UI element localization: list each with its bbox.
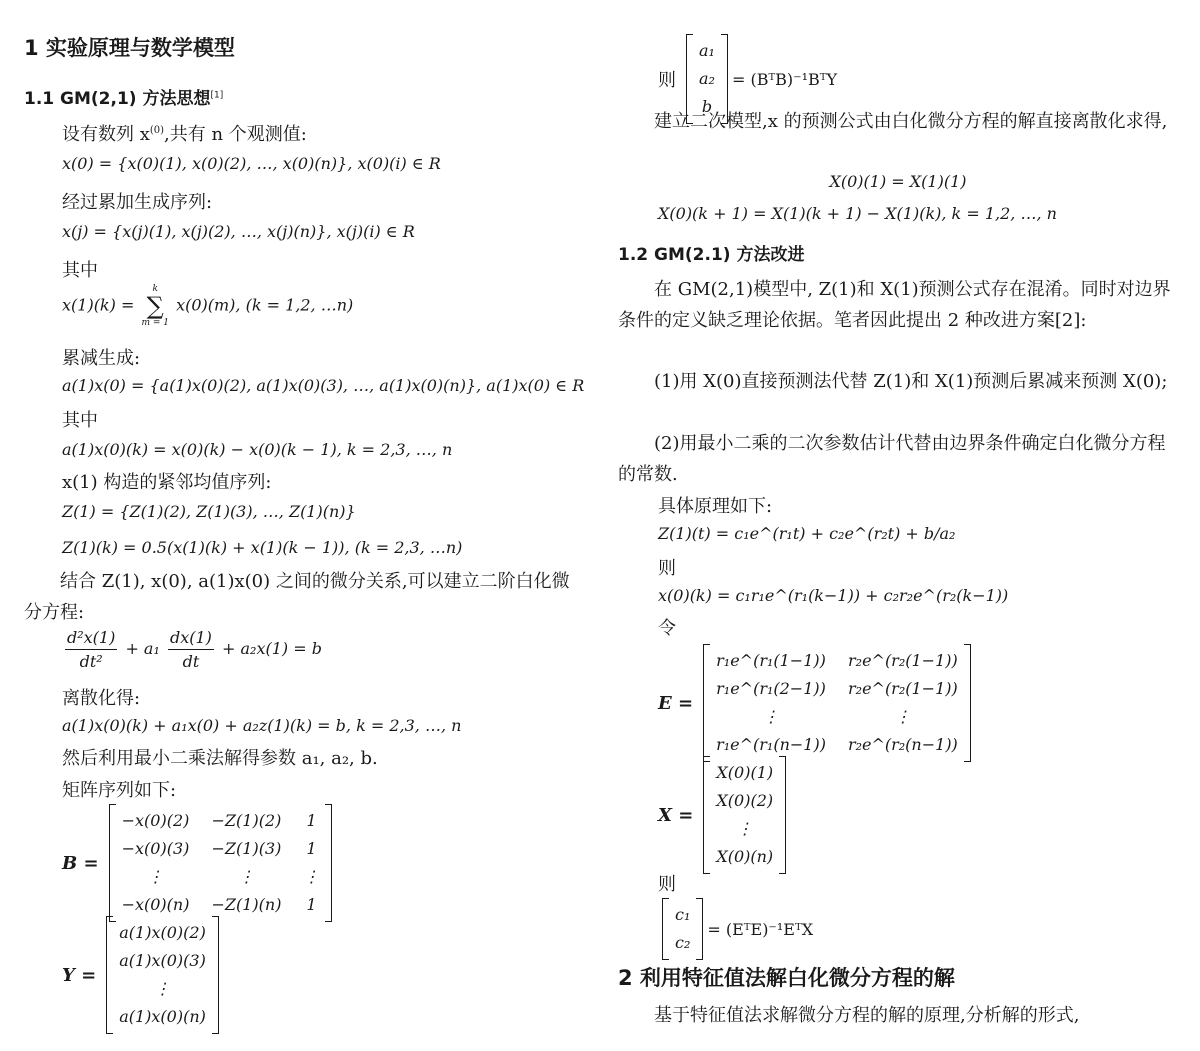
matrix-x-cells — [716, 760, 773, 870]
coef-vector-cells — [675, 902, 690, 956]
matrix-cell: −Z(1)(n) — [211, 895, 282, 914]
matrix-cell: a(1)x(0)(2) — [119, 923, 206, 942]
paragraph-whitening: 结合 Z(1), x(0), a(1)x(0) 之间的微分关系,可以建立二阶白化微分方程: — [24, 571, 570, 623]
paragraph-accumulate: 经过累加生成序列: — [62, 192, 213, 213]
equation-mean-seq: Z(1) = {Z(1)(2), Z(1)(3), …, Z(1)(n)} — [62, 502, 356, 521]
paragraph-decrement: 累减生成: — [62, 348, 141, 369]
paragraph-where: 其中 — [62, 260, 98, 281]
equation-discrete: a(1)x(0)(k) + a₁x(0) + a₂z(1)(k) = b, k = 2,3, …, n — [62, 716, 462, 735]
matrix-cell: a₁ — [699, 41, 715, 60]
matrix-x: X = X(0)(1) X(0)(2) ⋮ X(0)(n) — [658, 756, 790, 874]
matrix-cell: 1 — [306, 811, 317, 830]
paragraph-improve-2: (2)用最小二乘的二次参数估计代替由边界条件确定白化微分方程的常数. — [618, 433, 1166, 485]
citation-ref: [1] — [210, 90, 224, 101]
matrix-b-cells — [122, 808, 320, 918]
section-heading-2: 2 利用特征值法解白化微分方程的解 — [618, 966, 955, 990]
equation-decrement-k: a(1)x(0)(k) = x(0)(k) − x(0)(k − 1), k = 2,3, …, n — [62, 440, 453, 459]
matrix-cell: −x(0)(3) — [121, 839, 190, 858]
equation-initial: X(0)(1) = X(1)(1) — [829, 172, 967, 191]
matrix-cell: r₁e^(r₁(2−1)) — [716, 679, 826, 698]
matrix-cell: ⋮ — [154, 979, 171, 998]
equation-solution-form: Z(1)(t) = c₁e^(r₁t) + c₂e^(r₂t) + b/a₂ — [658, 524, 956, 543]
equation-restore: X(0)(k + 1) = X(1)(k + 1) − X(1)(k), k = 1,2, …, n — [658, 204, 1057, 223]
sum-symbol: k ∑ m = 1 — [141, 284, 169, 328]
paragraph-improve-1: (1)用 X(0)直接预测法代替 Z(1)和 X(1)预测后累减来预测 X(0); — [654, 371, 1168, 392]
matrix-b: B = −x(0)(2) −Z(1)(2) 1 −x(0)(3) −Z(1)(3) 1 ⋮ ⋮ ⋮ −x(0)(n) −Z(1)(n) 1 — [62, 804, 336, 922]
matrix-cell: r₂e^(r₂(n−1)) — [847, 735, 958, 754]
paragraph-matrix: 矩阵序列如下: — [62, 780, 177, 801]
matrix-e: E = r₁e^(r₁(1−1)) r₂e^(r₂(1−1)) r₁e^(r₁(2−1)) r₂e^(r₂(1−1)) ⋮ ⋮ r₁e^(r₁(n−1)) r₂e^(r₂(n−1)) — [658, 644, 975, 762]
paragraph-let: 令 — [658, 618, 676, 639]
matrix-cell: ⋮ — [147, 867, 164, 886]
param-vector-equation: 则 a₁ a₂ b = (BᵀB)⁻¹BᵀY — [658, 34, 837, 124]
equation-differential: $\frac{\text{d²x(1)}}{\text{dt²}}$ + a₁ $\frac{dx(1)}{dt}$ + a₂x(1) = b — [67, 628, 322, 671]
matrix-cell: r₁e^(r₁(1−1)) — [716, 651, 826, 670]
matrix-cell: r₂e^(r₂(1−1)) — [848, 651, 958, 670]
subsection-heading-2: 1.2 GM(2.1) 方法改进 — [618, 245, 805, 265]
matrix-cell: −Z(1)(3) — [211, 839, 282, 858]
paragraph-prediction: 建立二次模型,x 的预测公式由白化微分方程的解直接离散化求得, — [654, 111, 1168, 132]
paragraph-discretize: 离散化得: — [62, 688, 141, 709]
matrix-cell: X(0)(n) — [716, 847, 774, 866]
matrix-cell: ⋮ — [736, 819, 753, 838]
matrix-cell: r₂e^(r₂(1−1)) — [848, 679, 958, 698]
coef-vector-equation: c₁ c₂ = (EᵀE)⁻¹EᵀX — [658, 898, 813, 960]
matrix-cell: c₂ — [675, 933, 691, 952]
equation-mean-k: Z(1)(k) = 0.5(x(1)(k) + x(1)(k − 1)), (k = 2,3, …n) — [62, 538, 463, 557]
subsection-heading: 1.1 GM(2,1) 方法思想[1] — [24, 89, 224, 109]
matrix-e-cells — [716, 648, 958, 758]
matrix-cell: b — [701, 97, 713, 116]
paragraph-principle: 具体原理如下: — [658, 496, 773, 517]
matrix-cell: 1 — [306, 839, 317, 858]
equation-decrement: a(1)x(0) = {a(1)x(0)(2), a(1)x(0)(3), …, a(1)x(0)(n)}, a(1)x(0) ∈ R — [62, 376, 585, 395]
matrix-cell: r₁e^(r₁(n−1)) — [716, 735, 826, 754]
matrix-y-cells — [119, 920, 206, 1030]
matrix-cell: c₁ — [675, 905, 691, 924]
equation-sequence-def: x(0) = {x(0)(1), x(0)(2), …, x(0)(n)}, x(0)(i) ∈ R — [62, 154, 441, 173]
matrix-cell: ⋮ — [894, 707, 911, 726]
paragraph-then: 则 — [658, 558, 676, 579]
matrix-cell: X(0)(1) — [716, 763, 774, 782]
equation-accumulate: x(j) = {x(j)(1), x(j)(2), …, x(j)(n)}, x(j)(i) ∈ R — [62, 222, 415, 241]
matrix-cell: ⋮ — [763, 707, 779, 726]
matrix-cell: ⋮ — [303, 867, 320, 886]
paragraph-least-squares: 然后利用最小二乘法解得参数 a₁, a₂, b. — [62, 748, 378, 769]
matrix-cell: −x(0)(2) — [121, 811, 190, 830]
matrix-cell: X(0)(2) — [716, 791, 774, 810]
paragraph-mean-seq: x(1) 构造的紧邻均值序列: — [62, 472, 272, 493]
matrix-cell: 1 — [306, 895, 317, 914]
equation-sum: x(1)(k) = k ∑ m = 1 x(0)(m), (k = 1,2, …n) — [62, 284, 354, 328]
paragraph-sequence: 设有数列 $x^{(0)}$,共有 n 个观测值: — [62, 124, 307, 145]
section-heading: 1 实验原理与数学模型 — [24, 36, 235, 60]
matrix-cell: a(1)x(0)(3) — [119, 951, 206, 970]
paragraph-where-2: 其中 — [62, 410, 98, 431]
matrix-y: Y = a(1)x(0)(2) a(1)x(0)(3) ⋮ a(1)x(0)(n) — [62, 916, 223, 1034]
equation-x0k: x(0)(k) = c₁r₁e^(r₁(k−1)) + c₂r₂e^(r₂(k−1)) — [658, 586, 1009, 605]
matrix-cell: ⋮ — [238, 867, 255, 886]
matrix-cell: −Z(1)(2) — [211, 811, 282, 830]
paragraph-eigen: 基于特征值法求解微分方程的解的原理,分析解的形式, — [654, 1005, 1080, 1026]
matrix-cell: a(1)x(0)(n) — [119, 1007, 206, 1026]
paragraph-then-2: 则 — [658, 874, 676, 895]
paragraph-improve: 在 GM(2,1)模型中, Z(1)和 X(1)预测公式存在混淆。同时对边界条件的定义缺乏理论依据。笔者因此提出 2 种改进方案[2]: — [618, 279, 1171, 331]
matrix-cell: a₂ — [699, 69, 715, 88]
matrix-cell: −x(0)(n) — [121, 895, 190, 914]
